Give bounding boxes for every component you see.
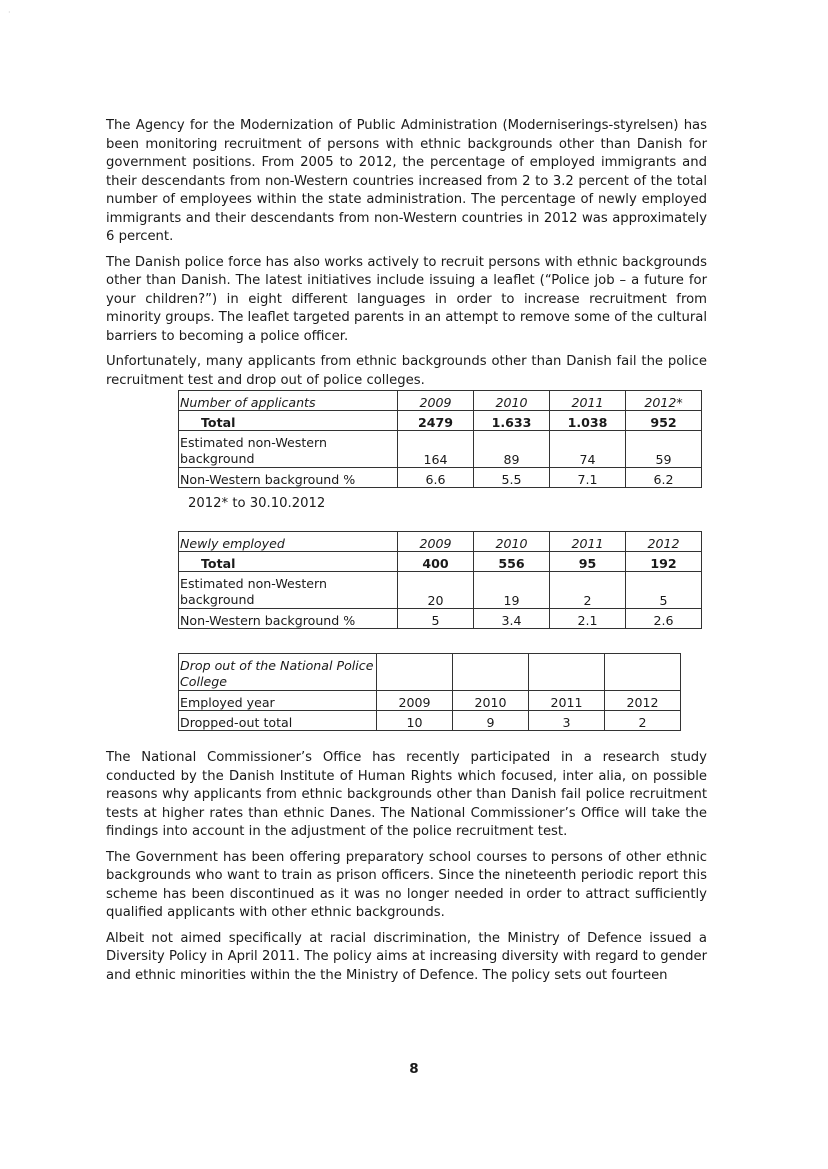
document-page — [106, 117, 707, 992]
table-cell: 9 — [453, 711, 529, 731]
table-cell: 2 — [550, 572, 626, 609]
table-header-year: 2009 — [398, 532, 474, 552]
table-row — [179, 654, 681, 691]
table-cell: 5 — [398, 609, 474, 629]
table-row — [179, 431, 702, 468]
table-cell: 2011 — [529, 691, 605, 711]
table-cell: 192 — [626, 552, 702, 572]
paragraph-commissioner: The National Commissioner’s Office has recently participated in a research study conducted by the Danish Institute of Human Rights which focused, inter alia, on possible reasons why applicants from ethnic backgrounds other than Danish fail police recruitment tests at higher rates than ethnic Danes. The National Commissioner’s Office will take the findings into account in the adjustment of the police recruitment test. — [106, 750, 707, 839]
table-header-year: 2011 — [550, 532, 626, 552]
table-cell-empty — [377, 654, 453, 691]
table-header-year: 2010 — [474, 532, 550, 552]
table-header-label: Number of applicants — [179, 391, 398, 411]
table-row — [179, 468, 702, 488]
table-header-year: 2011 — [550, 391, 626, 411]
table-header-year: 2012 — [626, 532, 702, 552]
table-cell-empty — [605, 654, 681, 691]
table-row — [179, 391, 702, 411]
table-cell: 1.633 — [474, 411, 550, 431]
table-cell: 74 — [550, 431, 626, 468]
spacer — [106, 629, 707, 653]
table-footnote: 2012* to 30.10.2012 — [188, 496, 326, 511]
table-cell-label: Employed year — [179, 691, 377, 711]
table-cell: 3.4 — [474, 609, 550, 629]
table-cell-label: Dropped-out total — [179, 711, 377, 731]
table-row — [179, 691, 681, 711]
paragraph-agency: The Agency for the Modernization of Public Administration (Moderniserings-styrelsen) has been monitoring recruitment of persons with ethnic backgrounds other than Danish for government positions. From 2005 to 2012, the percentage of employed immigrants and their descendants from non-Western countries increased from 2 to 3.2 percent of the total number of employees within the state administration. The percentage of newly employed immigrants and their descendants from non-Western countries in 2012 was approximately 6 percent. — [106, 118, 707, 244]
table-cell: 2.1 — [550, 609, 626, 629]
scan-mark: · — [8, 8, 11, 17]
table-cell: 2 — [605, 711, 681, 731]
table-cell-label: Total — [179, 411, 398, 431]
table-cell-label: Non-Western background % — [179, 468, 398, 488]
paragraph-police-force: The Danish police force has also works actively to recruit persons with ethnic backgrounds other than Danish. The latest initiatives include issuing a leaflet (“Police job – a future for your children?”) in eight different languages in order to increase recruitment from minority groups. The leaflet targeted parents in an attempt to remove some of the cultural barriers to becoming a police officer. — [106, 254, 707, 344]
dropout-table — [178, 653, 681, 731]
table-cell: 95 — [550, 552, 626, 572]
table-cell: 5 — [626, 572, 702, 609]
table-cell: 6.2 — [626, 468, 702, 488]
table-cell: 3 — [529, 711, 605, 731]
table-row — [179, 609, 702, 629]
table-header-year: 2010 — [474, 391, 550, 411]
table-cell: 6.6 — [398, 468, 474, 488]
table-cell: 7.1 — [550, 468, 626, 488]
table-cell: 2010 — [453, 691, 529, 711]
paragraph-applicants-fail: Unfortunately, many applicants from ethnic backgrounds other than Danish fail the police recruitment test and drop out of police colleges. — [106, 354, 707, 388]
table-cell: 2012 — [605, 691, 681, 711]
table-cell: 556 — [474, 552, 550, 572]
table-cell: 952 — [626, 411, 702, 431]
table-cell: 20 — [398, 572, 474, 609]
table-cell-empty — [453, 654, 529, 691]
table-header-year: 2012* — [626, 391, 702, 411]
table-row — [179, 532, 702, 552]
table-row — [179, 711, 681, 731]
table-cell-label: Estimated non-Western background — [179, 572, 398, 609]
table-cell: 89 — [474, 431, 550, 468]
table-cell: 1.038 — [550, 411, 626, 431]
table-row — [179, 572, 702, 609]
table-cell: 59 — [626, 431, 702, 468]
table-row — [179, 411, 702, 431]
table-cell: 10 — [377, 711, 453, 731]
table-cell: 2.6 — [626, 609, 702, 629]
table-header-label: Drop out of the National Police College — [179, 654, 377, 691]
paragraph-prison-courses: The Government has been offering preparatory school courses to persons of other ethnic backgrounds who want to train as prison officers. Since the nineteenth periodic report this scheme has been discontinued as it was no longer needed in order to attract sufficiently qualified applicants with other ethnic backgrounds. — [106, 849, 707, 920]
applicants-table — [178, 390, 702, 488]
table-cell: 19 — [474, 572, 550, 609]
table-cell-label: Estimated non-Western background — [179, 431, 398, 468]
table-header-year: 2009 — [398, 391, 474, 411]
newly-employed-table — [178, 531, 702, 629]
page-number: 8 — [409, 1061, 419, 1077]
table-cell-label: Non-Western background % — [179, 609, 398, 629]
table-cell: 400 — [398, 552, 474, 572]
table-cell: 5.5 — [474, 468, 550, 488]
table-cell-label: Total — [179, 552, 398, 572]
table-row — [179, 552, 702, 572]
table-header-label: Newly employed — [179, 532, 398, 552]
paragraph-defence-policy: Albeit not aimed specifically at racial discrimination, the Ministry of Defence issued a Diversity Policy in April 2011. The policy aims at increasing diversity with regard to gender and ethnic minorities within the the Ministry of Defence. The policy sets out fourteen — [106, 930, 707, 983]
table-cell-empty — [529, 654, 605, 691]
table-cell: 2009 — [377, 691, 453, 711]
table-cell: 2479 — [398, 411, 474, 431]
table-cell: 164 — [398, 431, 474, 468]
